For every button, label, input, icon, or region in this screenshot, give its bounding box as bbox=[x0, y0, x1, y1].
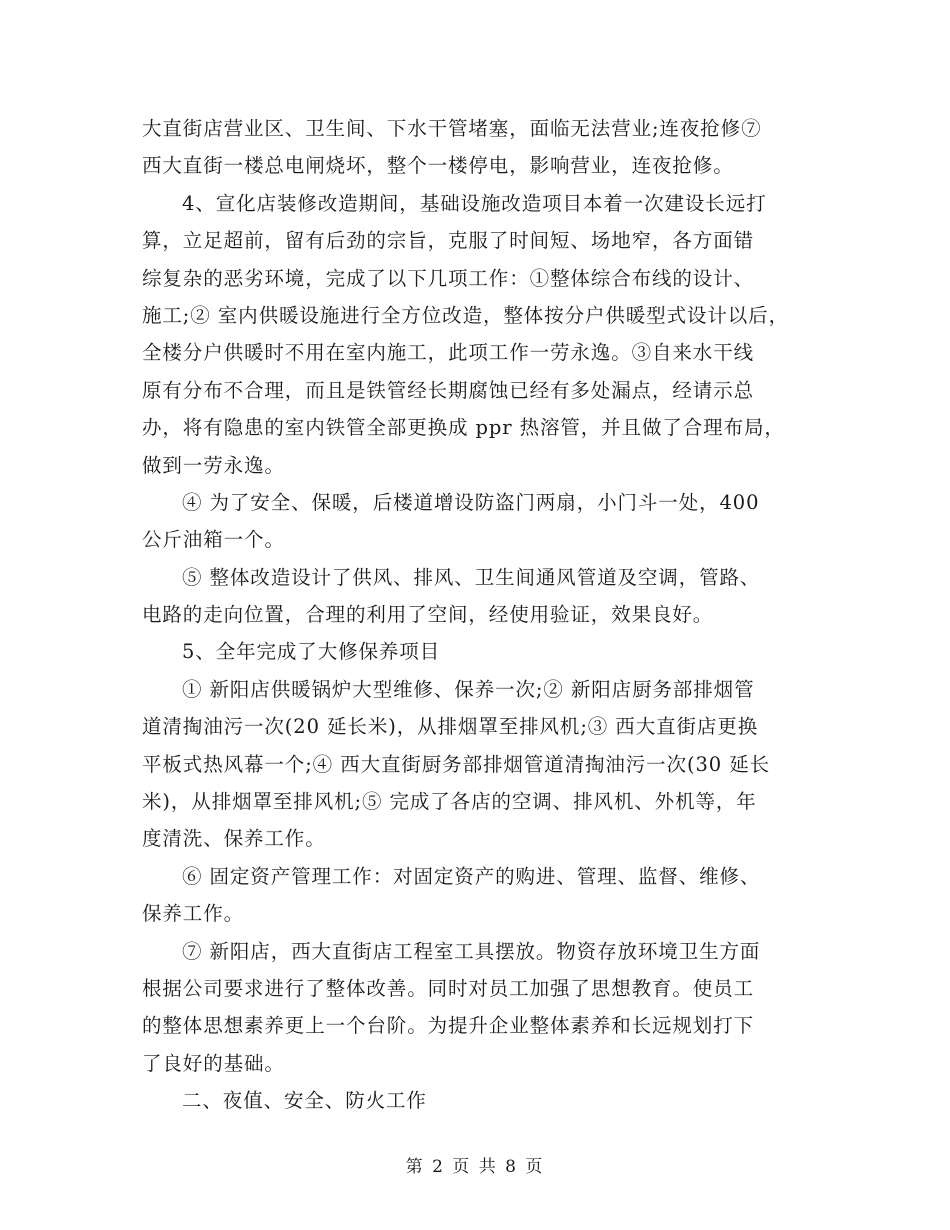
text-line: 电路的走向位置，合理的利用了空间，经使用验证，效果良好。 bbox=[142, 603, 714, 627]
text-line: 算，立足超前，留有后劲的宗旨，克服了时间短、场地窄，各方面错 bbox=[142, 229, 755, 253]
text-line: 了良好的基础。 bbox=[142, 1051, 285, 1075]
text-line: 综复杂的恶劣环境，完成了以下几项工作：①整体综合布线的设计、 bbox=[142, 266, 755, 290]
text-line: ⑥ 固定资产管理工作：对固定资产的购进、管理、监督、维修、 bbox=[182, 864, 761, 888]
text-line: 道清掏油污一次(20 延长米)，从排烟罩至排风机;③ 西大直街店更换 bbox=[142, 715, 759, 739]
text-line: ⑦ 新阳店，西大直街店工程室工具摆放。物资存放环境卫生方面 bbox=[182, 939, 761, 963]
text-line: 西大直街一楼总电闸烧坏，整个一楼停电，影响营业，连夜抢修。 bbox=[142, 154, 734, 178]
text-line: 平板式热风幕一个;④ 西大直街厨务部排烟管道清掏油污一次(30 延长 bbox=[142, 752, 770, 776]
text-line: 5、全年完成了大修保养项目 bbox=[182, 640, 441, 664]
text-line: 二、夜值、安全、防火工作 bbox=[182, 1089, 427, 1113]
text-line: ④ 为了安全、保暖，后楼道增设防盗门两扇，小门斗一处，400 bbox=[182, 490, 760, 514]
text-line: 4、宣化店装修改造期间，基础设施改造项目本着一次建设长远打 bbox=[182, 191, 767, 215]
text-line: 全楼分户供暖时不用在室内施工，此项工作一劳永逸。③自来水干线 bbox=[142, 341, 755, 365]
text-line: 根据公司要求进行了整体改善。同时对员工加强了思想教育。使员工 bbox=[142, 976, 755, 1000]
text-line: 公斤油箱一个。 bbox=[142, 528, 285, 552]
text-line: 施工;② 室内供暖设施进行全方位改造，整体按分户供暖型式设计以后， bbox=[142, 303, 789, 327]
text-line: ① 新阳店供暖锅炉大型维修、保养一次;② 新阳店厨务部排烟管 bbox=[182, 677, 755, 701]
text-line: 的整体思想素养更上一个台阶。为提升企业整体素养和长远规划打下 bbox=[142, 1014, 755, 1038]
text-line: 保养工作。 bbox=[142, 902, 245, 926]
text-line: 大直街店营业区、卫生间、下水干管堵塞，面临无法营业;连夜抢修⑦ bbox=[142, 117, 762, 140]
text-line: 原有分布不合理，而且是铁管经长期腐蚀已经有多处漏点，经请示总 bbox=[142, 378, 755, 402]
text-line: ⑤ 整体改造设计了供风、排风、卫生间通风管道及空调，管路、 bbox=[182, 565, 761, 589]
text-line: 度清洗、保养工作。 bbox=[142, 827, 326, 851]
text-line: 办，将有隐患的室内铁管全部更换成 ppr 热溶管，并且做了合理布局， bbox=[142, 416, 785, 440]
body-text bbox=[142, 110, 822, 1120]
text-line: 米)，从排烟罩至排风机;⑤ 完成了各店的空调、排风机、外机等，年 bbox=[142, 790, 757, 814]
text-line: 做到一劳永逸。 bbox=[142, 453, 285, 477]
page-number: 第 2 页 共 8 页 bbox=[405, 1157, 545, 1177]
